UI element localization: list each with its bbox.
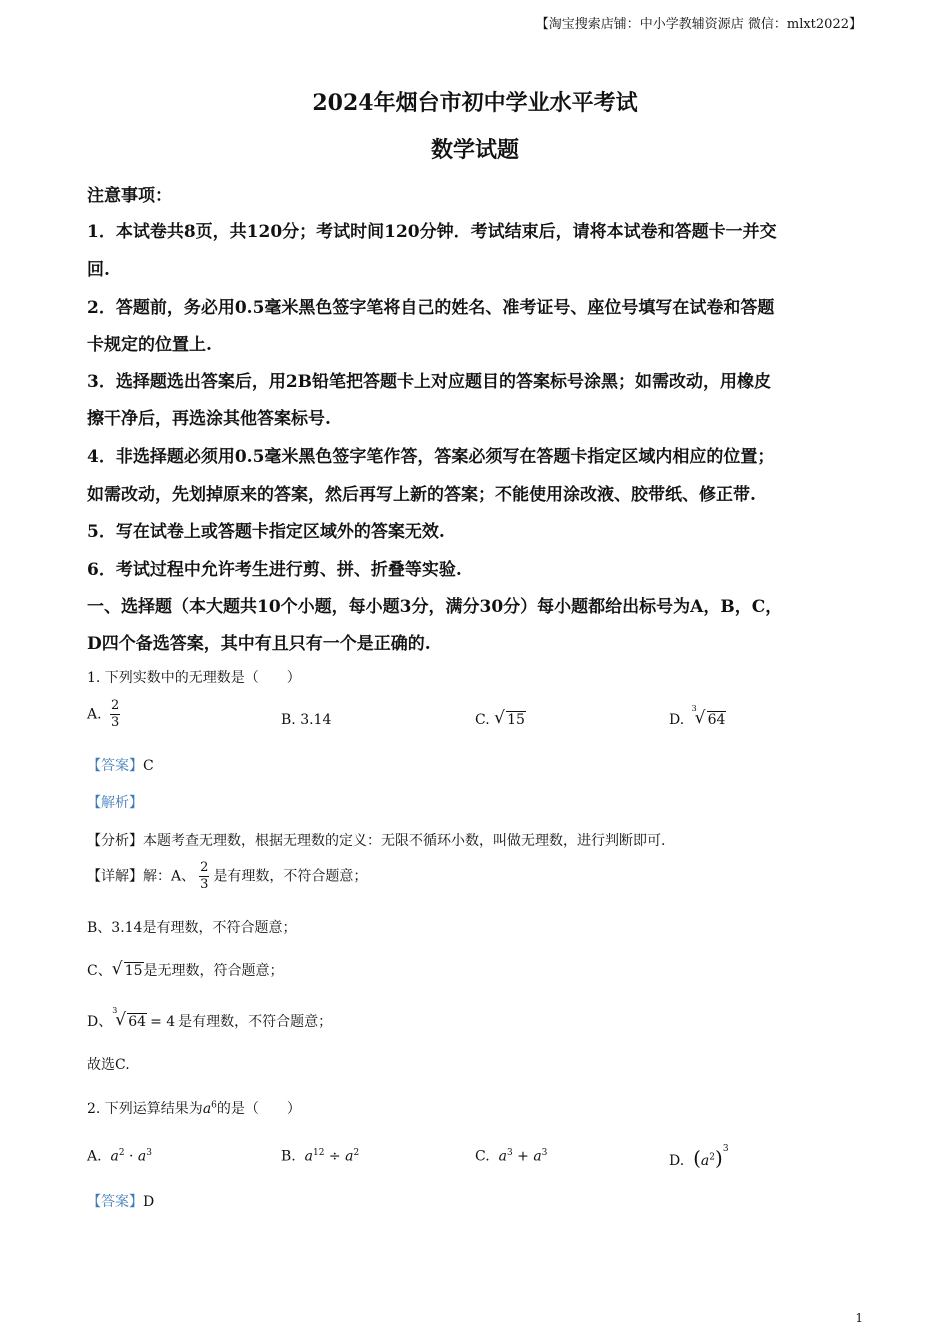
option-label: A. <box>87 706 102 723</box>
section-heading: 一、选择题（本大题共10个小题，每小题3分，满分30分）每小题都给出标号为A，B，C， <box>87 597 783 617</box>
option-a <box>87 1148 152 1165</box>
option-c <box>475 708 526 728</box>
radicand: 64 <box>707 712 726 728</box>
radicand: 15 <box>507 712 525 728</box>
detail-suffix: 是有理数，不符合题意； <box>178 1014 333 1030</box>
detail-prefix: D、 <box>87 1014 113 1030</box>
math-base: a <box>533 1148 542 1165</box>
detail-prefix: 【详解】解：A、 <box>87 868 196 885</box>
detail-a <box>87 860 367 893</box>
notice-line: 3．选择题选出答案后，用2B铅笔把答题卡上对应题目的答案标号涂黑；如需改动，用橡皮 <box>87 372 772 392</box>
option-label: B. <box>281 1148 296 1165</box>
math-operator: · <box>124 1148 138 1165</box>
notice-line: 5．写在试卷上或答题卡指定区域外的答案无效. <box>87 522 445 542</box>
math-exponent: 3 <box>722 1144 729 1154</box>
math-exponent: 3 <box>506 1148 513 1158</box>
equation: = 4 <box>150 1014 176 1030</box>
answer-tag: 【答案】 <box>87 758 143 774</box>
fraction-denominator: 3 <box>200 877 209 892</box>
detail-prefix: C、 <box>87 963 112 979</box>
question-stem: 1. 下列实数中的无理数是（ ） <box>87 670 301 686</box>
math-operator: + <box>512 1148 534 1165</box>
cube-root: 3 √ 64 <box>691 704 726 728</box>
notice-line: 4．非选择题必须用0.5毫米黑色签字笔作答，答案必须写在答题卡指定区域内相应的位置； <box>87 447 775 467</box>
math-base: a <box>700 1153 710 1169</box>
question-stem <box>87 1098 301 1118</box>
notice-heading: 注意事项： <box>87 186 172 206</box>
answer-value: D <box>143 1194 155 1210</box>
answer-tag: 【答案】 <box>87 1194 143 1210</box>
option-label: D. <box>669 712 685 728</box>
option-b <box>281 1148 359 1165</box>
math-base: a <box>202 1101 212 1117</box>
math-base: a <box>137 1148 147 1165</box>
radicand: 15 <box>124 963 143 979</box>
math-exponent: 2 <box>353 1148 360 1158</box>
fraction <box>110 698 120 731</box>
math-exponent: 6 <box>211 1100 217 1111</box>
option-b: B. 3.14 <box>281 712 332 728</box>
notice-line: 回. <box>87 260 110 280</box>
notice-line: 卡规定的位置上. <box>87 335 212 355</box>
notice-line: 如需改动，先划掉原来的答案，然后再写上新的答案；不能使用涂改液、胶带纸、修正带. <box>87 485 756 505</box>
page-number: 1 <box>855 1311 863 1325</box>
root-index: 3 <box>112 1006 118 1015</box>
option-label: D. <box>669 1153 685 1169</box>
notice-line: 2．答题前，务必用0.5毫米黑色签字笔将自己的姓名、准考证号、座位号填写在试卷和答题 <box>87 298 775 318</box>
answer-line <box>87 755 154 775</box>
math-operator: ÷ <box>324 1148 346 1165</box>
stem-suffix: 的是（ ） <box>216 1101 301 1117</box>
detail-c <box>87 960 284 980</box>
option-label: A. <box>87 1148 102 1165</box>
option-d <box>669 1144 729 1170</box>
fraction <box>199 860 209 893</box>
conclusion: 故选C. <box>87 1057 130 1073</box>
option-c <box>475 1148 547 1165</box>
detail-d <box>87 1006 333 1031</box>
answer-line <box>87 1191 154 1211</box>
notice-line: 6．考试过程中允许考生进行剪、拼、折叠等实验. <box>87 560 462 580</box>
exam-subtitle: 数学试题 <box>430 137 519 163</box>
math-exponent: 3 <box>541 1148 548 1158</box>
root-index: 3 <box>691 704 697 713</box>
option-label: C. <box>475 712 490 728</box>
analysis-tag: 【解析】 <box>87 795 143 811</box>
fraction-numerator: 2 <box>200 860 209 875</box>
cube-root: 3 √ 64 <box>112 1006 147 1030</box>
math-base: a <box>498 1148 507 1165</box>
paren-close: ) <box>715 1146 723 1170</box>
analysis-text: 【分析】本题考查无理数，根据无理数的定义：无限不循环小数，叫做无理数，进行判断即可. <box>87 833 666 849</box>
math-exponent: 2 <box>709 1152 715 1163</box>
stem-prefix: 2. 下列运算结果为 <box>87 1101 203 1117</box>
option-label: C. <box>475 1148 490 1165</box>
math-exponent: 3 <box>146 1148 153 1158</box>
square-root: √ 15 <box>494 708 525 728</box>
fraction-denominator: 3 <box>111 715 120 730</box>
math-base: a <box>304 1148 314 1165</box>
section-heading: D四个备选答案，其中有且只有一个是正确的. <box>87 634 431 654</box>
detail-suffix: 是有理数，不符合题意； <box>213 868 368 885</box>
radicand: 64 <box>128 1014 147 1030</box>
notice-line: 1．本试卷共8页，共120分；考试时间120分钟．考试结束后，请将本试卷和答题卡一并交 <box>87 222 777 242</box>
math-exponent: 12 <box>313 1148 325 1158</box>
option-a <box>87 698 124 731</box>
header-note: 【淘宝搜索店铺：中小学教辅资源店 微信：mlxt2022】 <box>535 17 862 32</box>
notice-line: 擦干净后，再选涂其他答案标号. <box>87 409 331 429</box>
paren-open: ( <box>693 1146 701 1170</box>
fraction-numerator: 2 <box>111 698 120 713</box>
math-exponent: 2 <box>118 1148 125 1158</box>
square-root: √ 15 <box>111 959 143 979</box>
math-base: a <box>110 1148 119 1165</box>
detail-suffix: 是无理数，符合题意； <box>143 963 284 979</box>
detail-b: B、3.14是有理数，不符合题意； <box>87 920 297 936</box>
answer-value: C <box>143 758 154 774</box>
math-base: a <box>345 1148 354 1165</box>
exam-title: 2024年烟台市初中学业水平考试 <box>312 90 638 116</box>
option-d <box>669 704 726 728</box>
